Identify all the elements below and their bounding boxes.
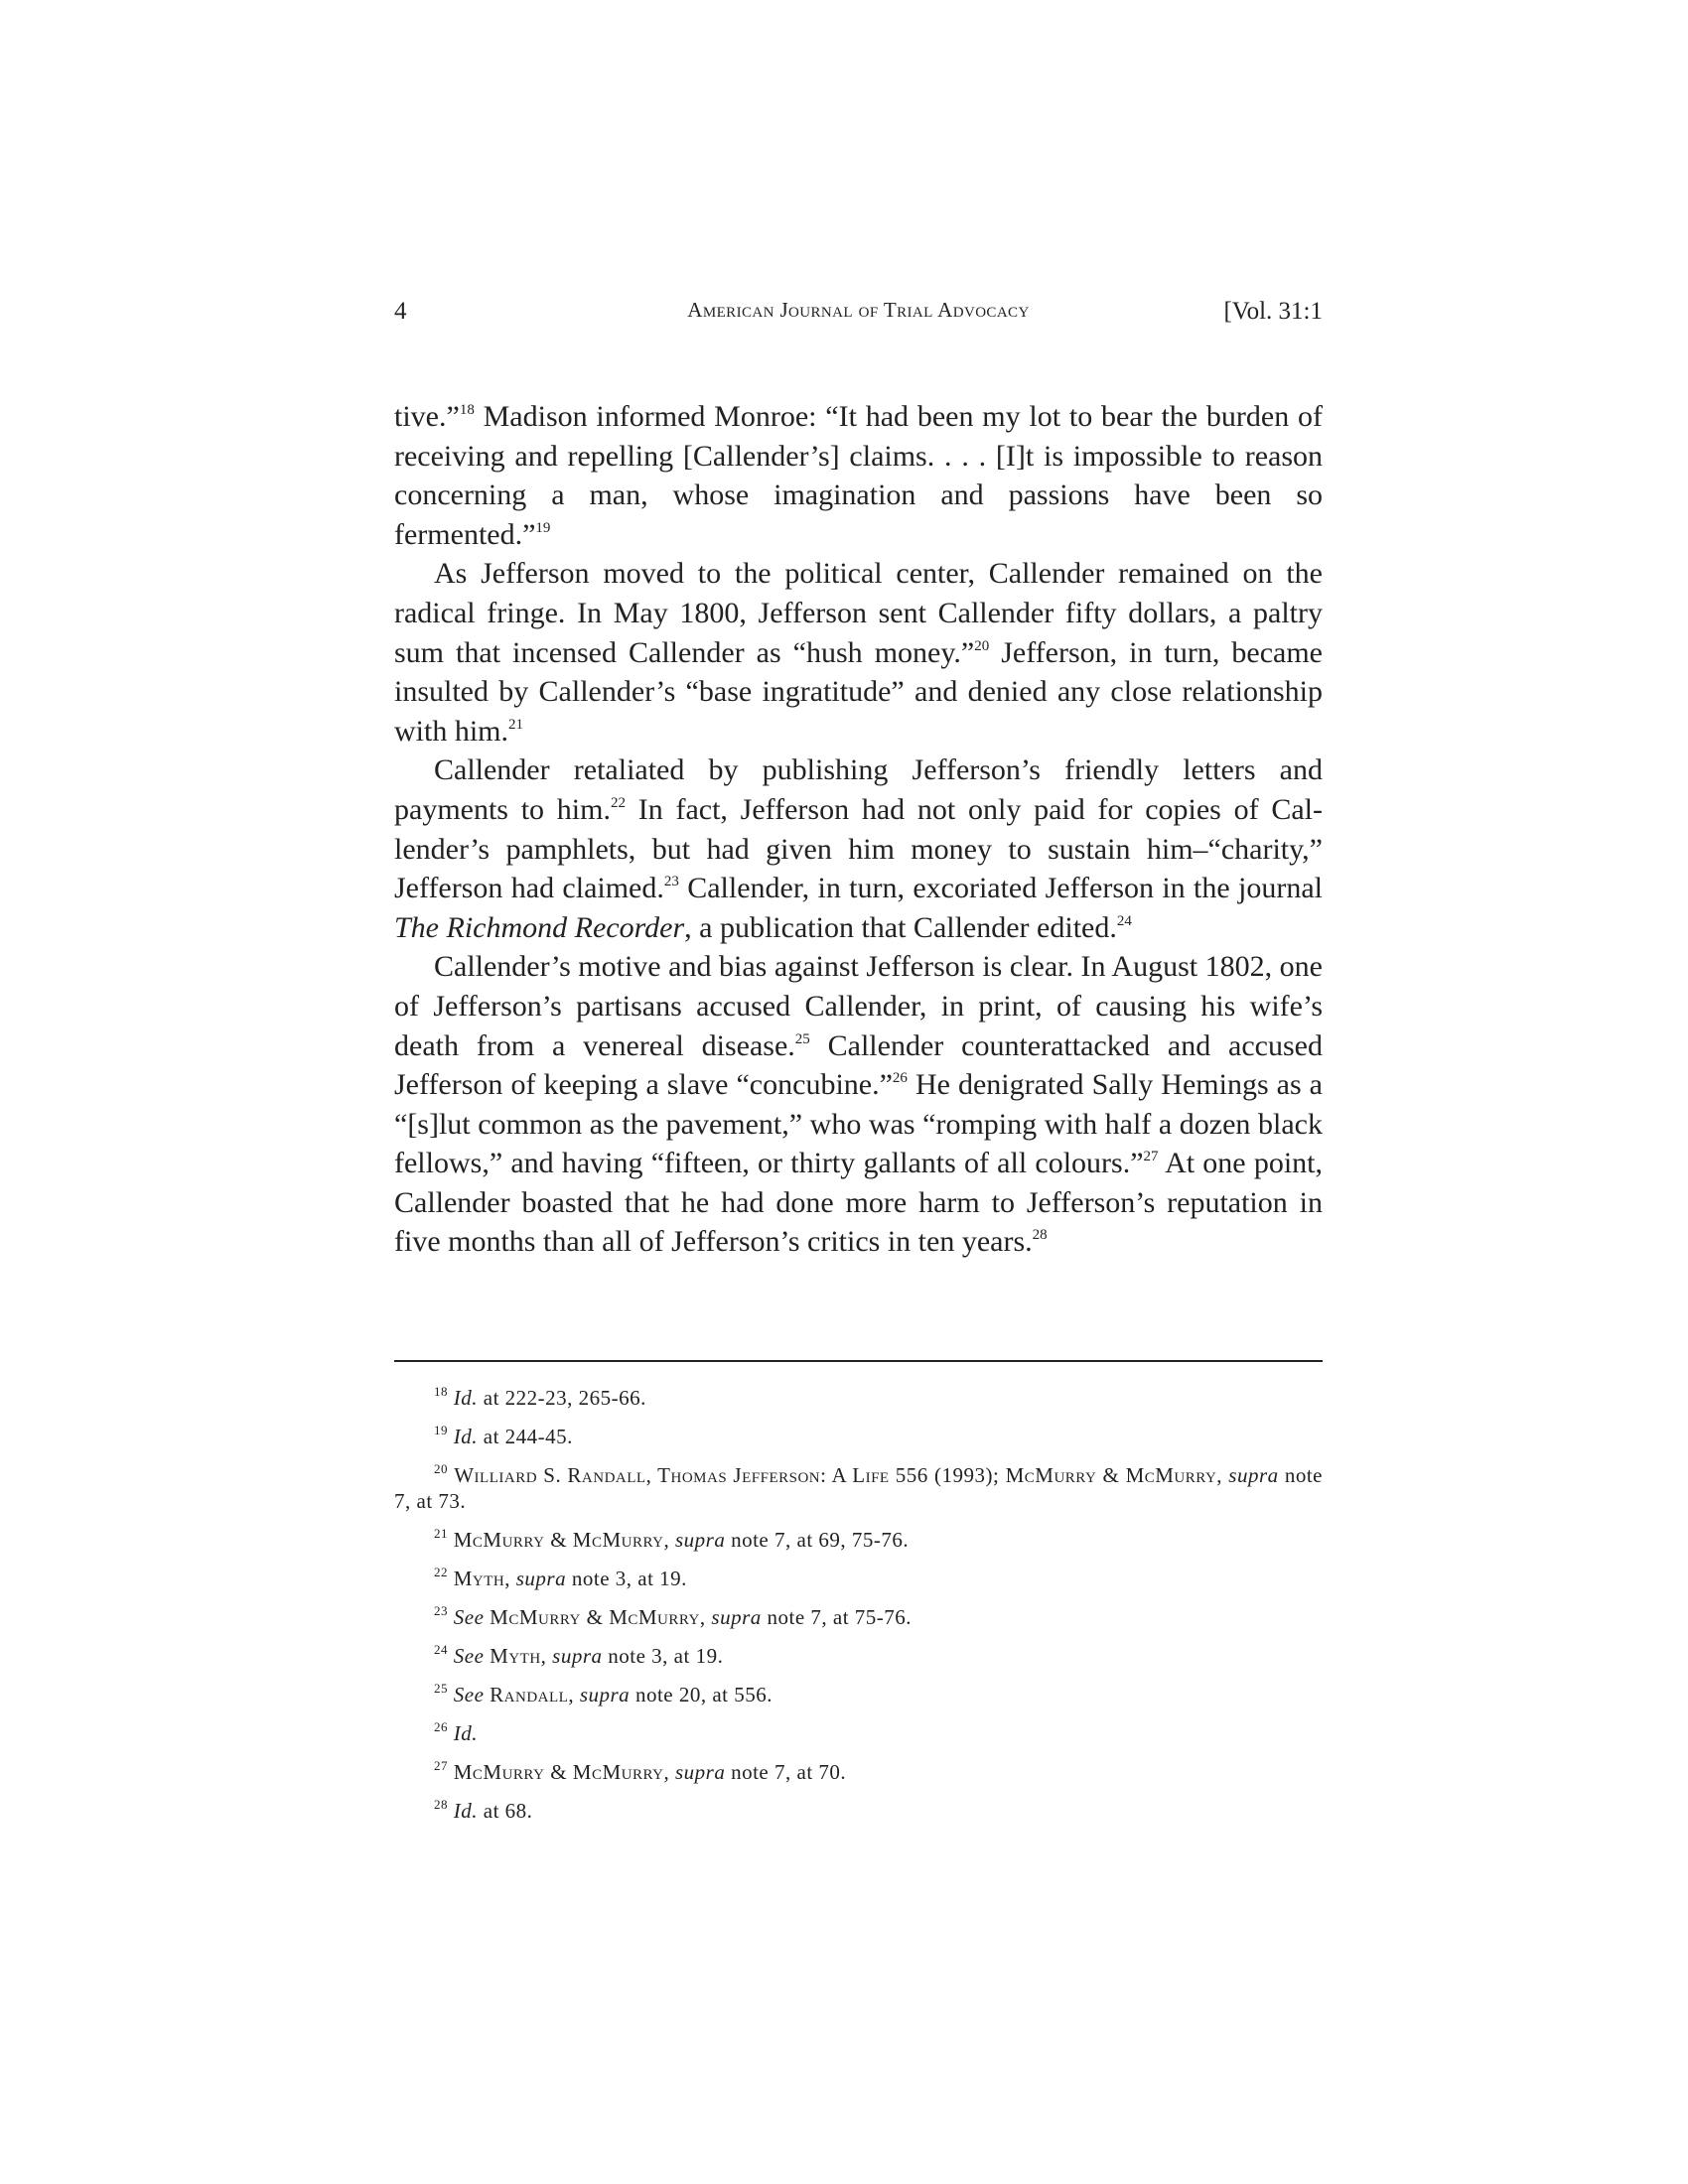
paragraph: Callender’s motive and bias against Jefferson is clear. In August 1802, one of Jefferson’s partisans accused Callender, in print, of causing his wife’s death from a venereal disease.$^{25}$ Callender counterattacked and accused Jefferson of keeping a slave “concubine.”$^{26}$ He denigrated Sally Hemings as a “[s]lut common as the pavement,” who was “romping with half a dozen black fellows,” and having “fifteen, or thirty gallants of all colours.”$^{27}$ At one point, Callender boasted that he had done more harm to Jefferson’s reputation in five months than all of Jefferson’s critics in ten years.$^{28}$ <box>394 950 1323 1259</box>
footnote-ref: 26 <box>892 1070 908 1087</box>
paragraph: Callender retaliated by publishing Jefferson’s friendly letters and payments to him.$^{22}$ In fact, Jefferson had not only paid for copies of Cal-lender’s pamphlets, but had given him money to sustain him–“charity,” Jefferson had claimed.$^{23}$ Callender, in turn, excoriated Jefferson in the journal The Richmond Recorder, a publication that Callender edited.$^{24}$ <box>394 753 1323 944</box>
footnote: $^{19}$ Id. at 244-45. <box>434 1423 573 1448</box>
footnotes <box>394 1385 1323 1837</box>
footnote-ref: 22 <box>610 794 626 811</box>
footnote: $^{27}$ McMurry & McMurry, supra note 7, at 70. <box>434 1758 847 1784</box>
footnote-ref: 24 <box>1116 912 1132 929</box>
footnote: $^{21}$ McMurry & McMurry, supra note 7, at 69, 75-76. <box>434 1526 910 1552</box>
footnote-ref: 18 <box>459 402 475 418</box>
footnote: $^{23}$ See McMurry & McMurry, supra note 7, at 75-76. <box>434 1603 913 1629</box>
journal-title: The Richmond Recorder <box>394 910 685 944</box>
footnote-ref: 25 <box>794 1030 810 1047</box>
paragraph: tive.”$^{18}$ Madison informed Monroe: “It had been my lot to bear the burden of receiving and repelling [Callender’s] claims. . . . [I]t is impossible to reason concerning a man, whose imagination and passions have been so fermented.”$^{19}$ <box>394 400 1323 551</box>
footnote-ref: 23 <box>663 874 679 890</box>
paragraph: As Jefferson moved to the political center, Callender remained on the radical fringe. In May 1800, Jefferson sent Callender fifty dollars, a paltry sum that incensed Callender as “hush money.”$^{20}$ Jefferson, in turn, became insulted by Callender’s “base ingratitude” and denied any close relationship with him.$^{21}$ <box>394 557 1323 748</box>
footnote-divider <box>394 1360 1323 1362</box>
footnote-ref: 27 <box>1143 1149 1159 1165</box>
body-text <box>394 397 1323 1262</box>
running-head: American Journal of Trial Advocacy <box>687 298 1030 322</box>
footnote: $^{24}$ See Myth, supra note 3, at 19. <box>434 1642 724 1668</box>
footnote: $^{20}$ Williard S. Randall, Thomas Jefferson: A Life 556 (1993); McMurry & McMurry, supra note 7, at 73. <box>394 1461 1324 1513</box>
footnote: $^{18}$ Id. at 222-23, 265-66. <box>434 1384 646 1410</box>
volume-label: [Vol. 31:1 <box>1223 298 1323 325</box>
footnote-ref: 20 <box>974 637 990 654</box>
footnote-ref: 28 <box>1032 1227 1048 1244</box>
page-number: 4 <box>394 298 407 325</box>
footnote-ref: 21 <box>508 716 524 733</box>
footnote-ref: 19 <box>535 519 551 536</box>
footnote: $^{22}$ Myth, supra note 3, at 19. <box>434 1565 687 1590</box>
footnote: $^{25}$ See Randall, supra note 20, at 556. <box>434 1681 773 1706</box>
footnote: $^{26}$ Id. <box>434 1719 478 1745</box>
footnote: $^{28}$ Id. at 68. <box>434 1797 533 1823</box>
